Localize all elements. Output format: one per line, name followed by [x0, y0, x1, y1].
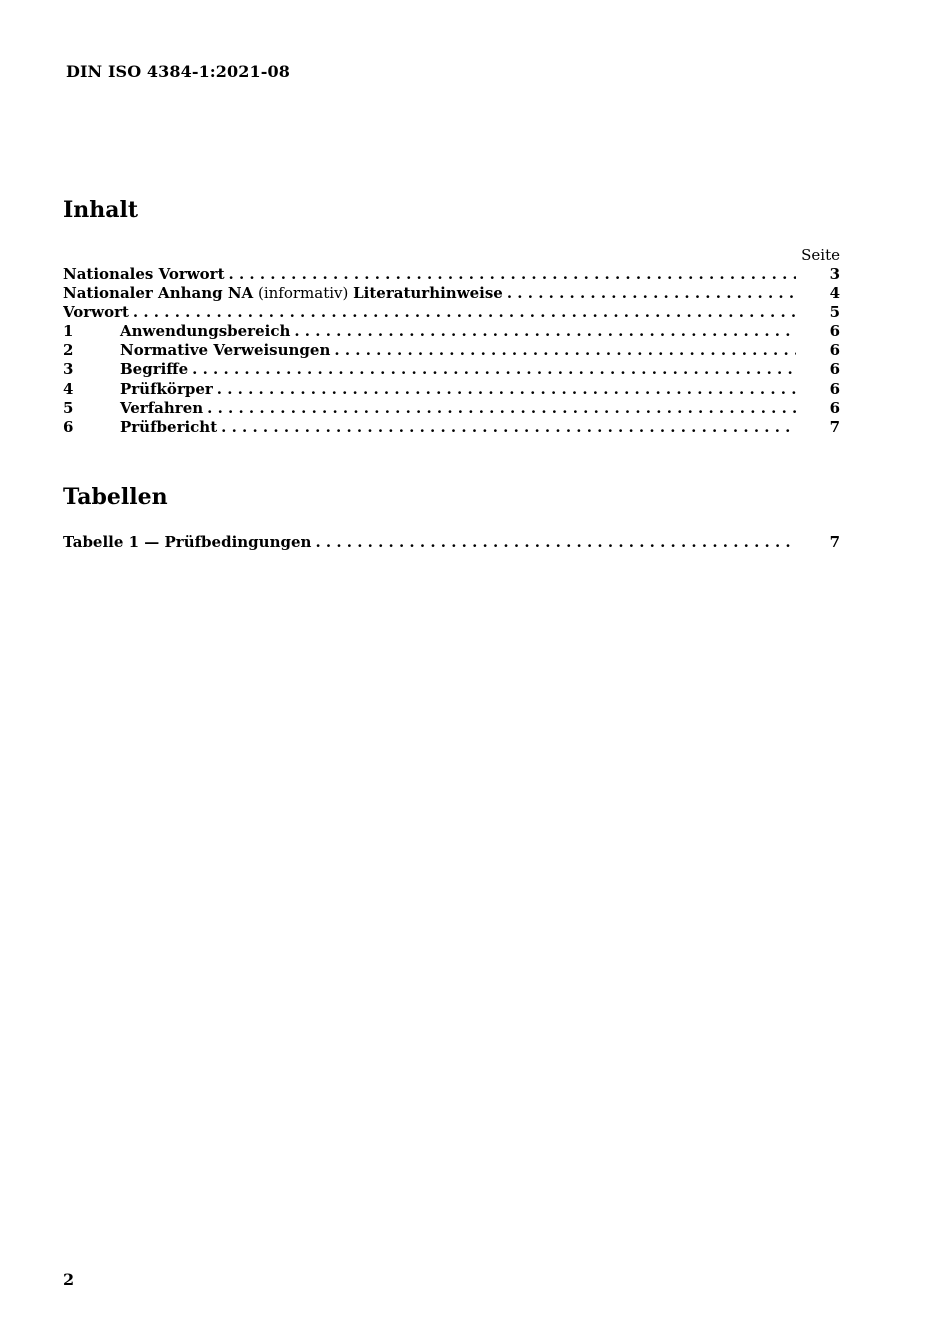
toc-leader-dots [334, 341, 796, 360]
toc-entry-number: 5 [63, 398, 74, 417]
toc-entry-title: Begriffe [120, 360, 189, 379]
toc-leader-dots [192, 360, 796, 379]
toc-entry-page: 6 [829, 398, 840, 417]
toc-entry-title-main: Nationaler Anhang NA [63, 284, 254, 303]
toc-leader-dots [294, 322, 796, 341]
toc-entry-clause-5[interactable] [63, 399, 840, 418]
toc-entry-number: 2 [63, 341, 74, 360]
toc-entry-nationales-vorwort[interactable] [63, 265, 840, 284]
toc-entry-nationaler-anhang[interactable] [63, 284, 840, 303]
toc-leader-dots [315, 533, 796, 552]
page-number: 2 [63, 1270, 75, 1289]
toc-entry-title [63, 284, 503, 303]
toc-entry-page: 6 [829, 379, 840, 398]
toc-entry-clause-4[interactable] [63, 380, 840, 399]
toc-entry-page: 7 [829, 417, 840, 436]
toc-entry-title: Prüfbericht [120, 417, 218, 436]
toc-leader-dots [207, 399, 796, 418]
toc-entry-table-1[interactable] [63, 533, 840, 552]
toc-entry-page: 6 [829, 360, 840, 379]
contents-heading: Inhalt [63, 197, 139, 223]
toc-entry-page: 6 [829, 322, 840, 341]
toc-entry-page: 4 [829, 284, 840, 303]
toc-entry-clause-3[interactable] [63, 360, 840, 379]
toc-entry-title: Vorwort [63, 303, 129, 322]
toc-leader-dots [229, 265, 796, 284]
toc-entry-title: Nationales Vorwort [63, 265, 225, 283]
toc-entry-title: Anwendungsbereich [120, 322, 291, 341]
table-of-contents [63, 265, 840, 437]
toc-entry-page: 7 [829, 533, 840, 551]
toc-leader-dots [221, 418, 796, 437]
toc-entry-clause-6[interactable] [63, 418, 840, 437]
page-column-label: Seite [801, 246, 840, 264]
toc-leader-dots [133, 303, 796, 322]
tables-heading: Tabellen [63, 484, 168, 510]
document-id: DIN ISO 4384-1:2021-08 [66, 62, 290, 81]
toc-entry-number: 1 [63, 322, 74, 341]
toc-leader-dots [507, 284, 796, 303]
toc-entry-number: 3 [63, 360, 74, 379]
toc-entry-number: 6 [63, 417, 74, 436]
toc-entry-page: 5 [829, 303, 840, 322]
toc-entry-page: 6 [829, 341, 840, 360]
toc-entry-title-qualifier: (informativ) [253, 284, 354, 303]
toc-entry-number: 4 [63, 379, 74, 398]
toc-entry-title-tail: Literaturhinweise [353, 284, 503, 303]
toc-entry-title: Prüfkörper [120, 379, 213, 398]
toc-entry-title: Tabelle 1 — Prüfbedingungen [63, 533, 312, 551]
toc-entry-title: Verfahren [120, 398, 204, 417]
toc-entry-clause-1[interactable] [63, 322, 840, 341]
toc-entry-vorwort[interactable] [63, 303, 840, 322]
toc-leader-dots [217, 380, 796, 399]
toc-entry-title: Normative Verweisungen [120, 341, 331, 360]
toc-entry-page: 3 [829, 265, 840, 283]
list-of-tables [63, 533, 840, 552]
toc-entry-clause-2[interactable] [63, 341, 840, 360]
